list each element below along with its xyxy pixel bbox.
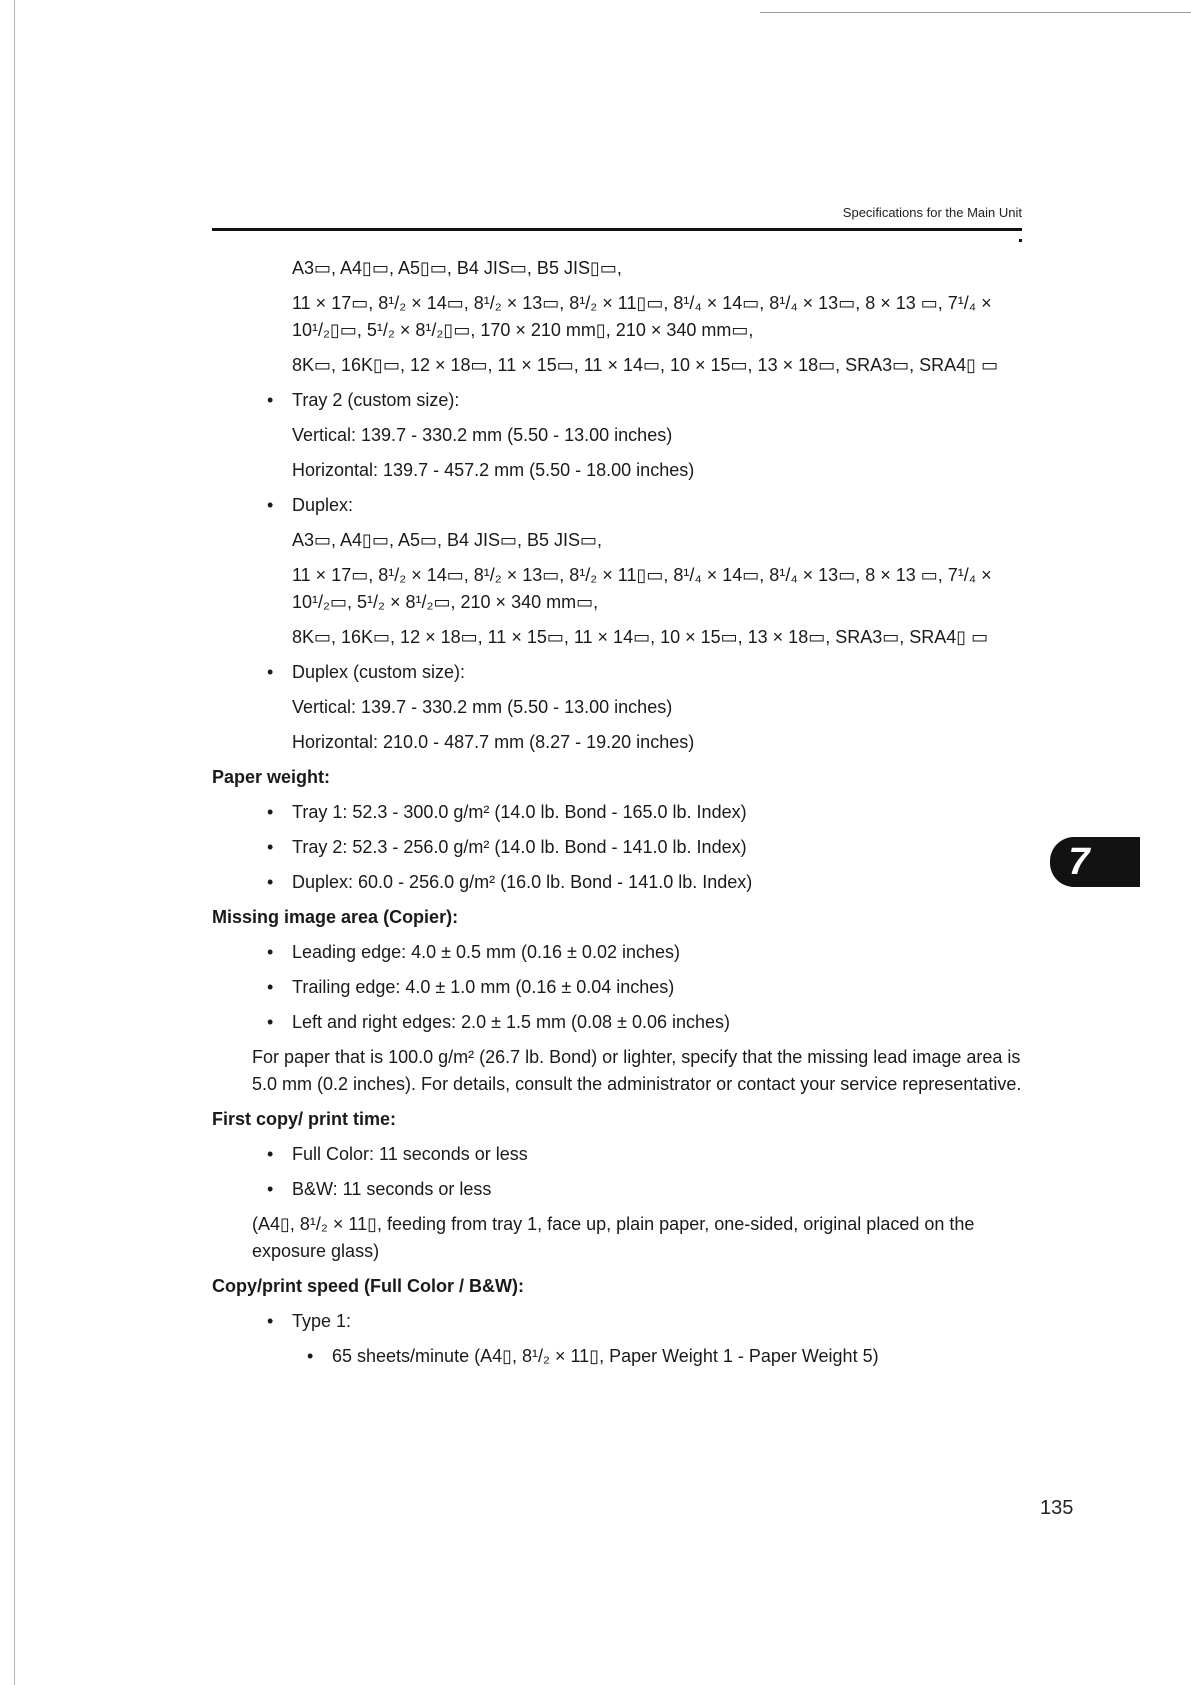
header-rule [212, 228, 1022, 231]
tray2-custom-horizontal: Horizontal: 139.7 - 457.2 mm (5.50 - 18.00 inches) [292, 460, 695, 480]
duplex-sizes-line1: A3▭, A4▯▭, A5▭, B4 JIS▭, B5 JIS▭, [292, 530, 603, 550]
page-number: 135 [1040, 1497, 1074, 1519]
first-copy-note: (A4▯, 8¹/₂ × 11▯, feeding from tray 1, face up, plain paper, one-sided, original placed on the exposure glass) [252, 1214, 975, 1261]
missing-area-heading: Missing image area (Copier): [212, 907, 459, 927]
bullet: • [267, 495, 274, 515]
paper-weight-item: Tray 2: 52.3 - 256.0 g/m² (14.0 lb. Bond - 141.0 lb. Index) [292, 837, 747, 857]
first-copy-item: B&W: 11 seconds or less [292, 1179, 492, 1199]
speed-type: Type 1: [292, 1311, 352, 1331]
paper-weight-heading: Paper weight: [212, 767, 331, 787]
missing-area-item: Left and right edges: 2.0 ± 1.5 mm (0.08 ± 0.06 inches) [292, 1012, 731, 1032]
bullet: • [267, 802, 274, 822]
list-item [267, 799, 1027, 826]
missing-area-item: Leading edge: 4.0 ± 0.5 mm (0.16 ± 0.02 inches) [292, 942, 680, 962]
list-item [267, 1141, 1027, 1168]
missing-area-note: For paper that is 100.0 g/m² (26.7 lb. Bond) or lighter, specify that the missing lead image area is 5.0 mm (0.2 inches). For details, consult the administrator or contact your service representative. [252, 1047, 1022, 1094]
tray2-custom-vertical: Vertical: 139.7 - 330.2 mm (5.50 - 13.00 inches) [292, 425, 673, 445]
duplex-sizes-line2: 11 × 17▭, 8¹/₂ × 14▭, 8¹/₂ × 13▭, 8¹/₂ × 11▯▭, 8¹/₄ × 14▭, 8¹/₄ × 13▭, 8 × 13 ▭, 7¹/₄ × 10¹/₂▭, 5¹/₂ × 8¹/₂▭, 210 × 340 mm▭, [292, 565, 992, 612]
bullet: • [267, 872, 274, 892]
spec-content [212, 255, 1027, 1378]
bullet: • [267, 390, 274, 410]
running-header: Specifications for the Main Unit [842, 205, 1022, 220]
duplex-custom-horizontal: Horizontal: 210.0 - 487.7 mm (8.27 - 19.20 inches) [292, 732, 695, 752]
list-item [267, 834, 1027, 861]
first-copy-heading: First copy/ print time: [212, 1109, 397, 1129]
header-mark [1019, 239, 1022, 242]
chapter-tab [1050, 837, 1140, 887]
list-item [267, 1176, 1027, 1203]
list-item [267, 1308, 1027, 1335]
bullet: • [267, 837, 274, 857]
bullet: • [267, 977, 274, 997]
tray2-sizes-line2: 11 × 17▭, 8¹/₂ × 14▭, 8¹/₂ × 13▭, 8¹/₂ × 11▯▭, 8¹/₄ × 14▭, 8¹/₄ × 13▭, 8 × 13 ▭, 7¹/₄ × 10¹/₂▯▭, 5¹/₂ × 8¹/₂▯▭, 170 × 210 mm▯, 210 × 340 mm▭, [292, 293, 992, 340]
speed-subitem: 65 sheets/minute (A4▯, 8¹/₂ × 11▯, Paper Weight 1 - Paper Weight 5) [332, 1346, 879, 1366]
list-item [267, 492, 1027, 519]
list-item [267, 869, 1027, 896]
duplex-custom-vertical: Vertical: 139.7 - 330.2 mm (5.50 - 13.00 inches) [292, 697, 673, 717]
list-item [267, 939, 1027, 966]
list-item [267, 387, 1027, 414]
bullet: • [267, 1144, 274, 1164]
bullet: • [267, 1311, 274, 1331]
list-item [267, 974, 1027, 1001]
bullet: • [267, 1179, 274, 1199]
bullet: • [267, 942, 274, 962]
paper-weight-item: Tray 1: 52.3 - 300.0 g/m² (14.0 lb. Bond - 165.0 lb. Index) [292, 802, 747, 822]
speed-heading: Copy/print speed (Full Color / B&W): [212, 1276, 524, 1296]
paper-weight-item: Duplex: 60.0 - 256.0 g/m² (16.0 lb. Bond - 141.0 lb. Index) [292, 872, 753, 892]
duplex-label: Duplex: [292, 495, 354, 515]
first-copy-item: Full Color: 11 seconds or less [292, 1144, 528, 1164]
duplex-sizes-line3: 8K▭, 16K▭, 12 × 18▭, 11 × 15▭, 11 × 14▭, 10 × 15▭, 13 × 18▭, SRA3▭, SRA4▯ ▭ [292, 627, 989, 647]
list-item [307, 1343, 1027, 1370]
list-item [267, 659, 1027, 686]
missing-area-item: Trailing edge: 4.0 ± 1.0 mm (0.16 ± 0.04 inches) [292, 977, 675, 997]
page-left-edge-line [14, 0, 15, 1685]
top-edge-rule [760, 12, 1191, 13]
bullet: • [267, 1012, 274, 1032]
chapter-number: 7 [1068, 840, 1090, 883]
duplex-custom-label: Duplex (custom size): [292, 662, 466, 682]
bullet: • [307, 1346, 314, 1366]
tray2-sizes-line1: A3▭, A4▯▭, A5▯▭, B4 JIS▭, B5 JIS▯▭, [292, 258, 622, 278]
tray2-custom-label: Tray 2 (custom size): [292, 390, 460, 410]
bullet: • [267, 662, 274, 682]
list-item [267, 1009, 1027, 1036]
tray2-sizes-line3: 8K▭, 16K▯▭, 12 × 18▭, 11 × 15▭, 11 × 14▭, 10 × 15▭, 13 × 18▭, SRA3▭, SRA4▯ ▭ [292, 355, 999, 375]
